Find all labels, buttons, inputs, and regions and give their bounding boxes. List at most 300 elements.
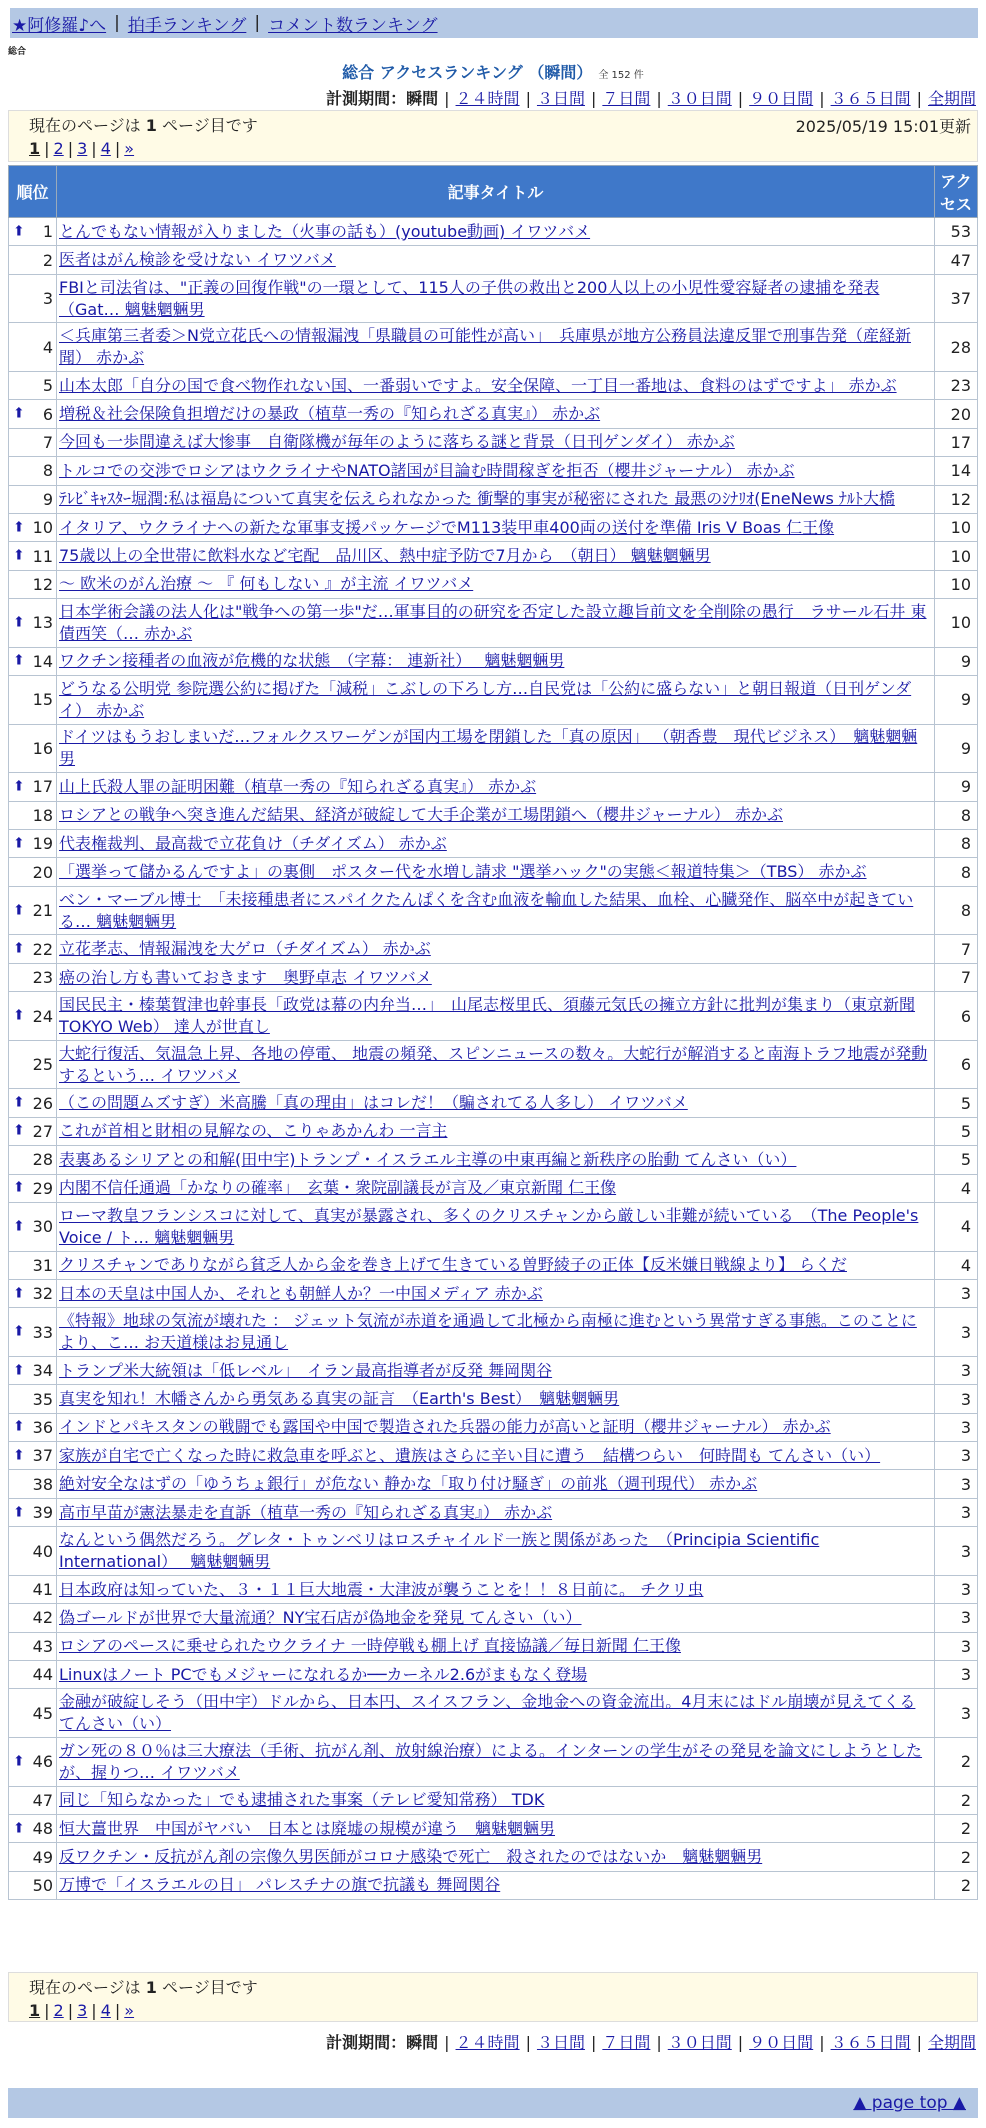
rank-number: 43 (32, 1636, 53, 1656)
page-status-suffix: ページ目です (162, 1978, 258, 1997)
period-separator: | (590, 2033, 597, 2052)
rank-number: 33 (32, 1322, 53, 1342)
rank-cell (9, 1786, 57, 1814)
rank-number: 1 (42, 222, 53, 242)
table-row (9, 1385, 978, 1413)
title-cell (57, 1786, 935, 1814)
article-link[interactable]: 同じ「知らなかった」でも逮捕された事案（テレビ愛知常務） TDK (59, 1790, 545, 1810)
access-count: 3 (935, 1442, 978, 1470)
page-title: 総合 アクセスランキング （瞬間） (342, 63, 593, 82)
rank-cell (9, 724, 57, 773)
article-link[interactable]: 表裏あるシリアとの和解(田中宇)トランプ・イスラエル主導の中東再編と新秩序の胎動 てんさい（い） (59, 1149, 797, 1169)
period-link[interactable]: ７日間 (602, 89, 651, 108)
rank-cell (9, 1356, 57, 1384)
rank-up-arrow-icon: ⬆ (13, 835, 25, 852)
rank-up-arrow-icon: ⬆ (13, 519, 25, 536)
rank-up-arrow-icon: ⬆ (13, 547, 25, 564)
title-cell (57, 218, 935, 246)
period-label: 計測期間： (326, 89, 407, 108)
page-link[interactable]: 4 (100, 139, 111, 158)
page-link[interactable]: 2 (53, 2001, 64, 2020)
page-separator: | (67, 2001, 74, 2020)
current-page: 1 (29, 2001, 41, 2020)
rank-cell (9, 485, 57, 513)
rank-number: 14 (32, 651, 53, 671)
rank-cell (9, 801, 57, 829)
access-count: 9 (935, 647, 978, 675)
table-row (9, 218, 978, 246)
period-link[interactable]: ３６５日間 (830, 89, 911, 108)
table-row (9, 1575, 978, 1603)
table-row (9, 400, 978, 428)
rank-cell (9, 830, 57, 858)
title-cell (57, 1527, 935, 1576)
rank-up-arrow-icon: ⬆ (13, 1419, 25, 1436)
access-count: 7 (935, 963, 978, 991)
article-link[interactable]: トランプ米大統領は「低レベル」 イラン最高指導者が反発 舞岡関谷 (59, 1360, 553, 1380)
rank-number: 41 (32, 1580, 53, 1600)
title-cell (57, 1174, 935, 1202)
rank-cell (9, 1117, 57, 1145)
table-row (9, 1470, 978, 1498)
rank-cell (9, 371, 57, 399)
nav-separator: | (114, 13, 120, 33)
title-cell (57, 858, 935, 886)
period-separator: | (737, 89, 744, 108)
title-cell (57, 1308, 935, 1357)
period-separator: | (444, 2033, 450, 2052)
rank-up-arrow-icon: ⬆ (13, 1007, 25, 1024)
article-link[interactable]: 恒大薑世界 中国がヤバい 日本とは廃墟の規模が違う 魑魅魍魎男 (59, 1818, 556, 1838)
access-count: 10 (935, 599, 978, 648)
rank-cell (9, 886, 57, 935)
table-row (9, 647, 978, 675)
period-link[interactable]: ３０日間 (667, 89, 732, 108)
period-separator: | (656, 2033, 662, 2052)
rank-number: 28 (32, 1150, 53, 1170)
table-row (9, 1604, 978, 1632)
article-link[interactable]: ベン・マーブル博士 「未接種患者にスパイクたんぱくを含む血液を輸血した結果、血栓、心臓発作、脳卒中が起きている… 魑魅魍魎男 (59, 889, 914, 931)
table-row (9, 1661, 978, 1689)
article-link[interactable]: 山上氏殺人罪の証明困難（植草一秀の『知られざる真実』） 赤かぶ (59, 776, 537, 796)
title-cell (57, 1413, 935, 1441)
article-link[interactable]: 大蛇行復活、気温急上昇、各地の停電、 地震の頻発、スピンニュースの数々。大蛇行が解消すると南海トラフ地震が発動するという… イワツバメ (59, 1043, 928, 1085)
access-count: 20 (935, 400, 978, 428)
access-count: 5 (935, 1117, 978, 1145)
access-count: 5 (935, 1089, 978, 1117)
article-link[interactable]: これが首相と財相の見解なの、こりゃあかんわ 一言主 (59, 1121, 448, 1141)
article-link[interactable]: インドとパキスタンの戦闘でも露国や中国で製造された兵器の能力が高いと証明（櫻井ジャーナル） 赤かぶ (59, 1417, 831, 1437)
article-link[interactable]: （この問題ムズすぎ）米高騰「真の理由」はコレだ！（騙されてる人多し） イワツバメ (59, 1093, 688, 1113)
table-row (9, 1442, 978, 1470)
title-cell (57, 1146, 935, 1174)
page-separator: | (91, 2001, 97, 2020)
title-header: 記事タイトル (57, 166, 935, 218)
rank-header: 順位 (9, 166, 57, 218)
table-row (9, 570, 978, 598)
title-cell (57, 647, 935, 675)
period-link[interactable]: ３日間 (536, 89, 585, 108)
top-nav-bar (10, 8, 978, 38)
access-count: 3 (935, 1527, 978, 1576)
period-separator: | (525, 2033, 531, 2052)
rank-cell (9, 1815, 57, 1843)
page-link[interactable]: 4 (100, 2001, 111, 2020)
access-count: 10 (935, 542, 978, 570)
title-cell (57, 963, 935, 991)
rank-number: 40 (32, 1541, 53, 1561)
rank-number: 4 (42, 337, 53, 357)
access-header: アクセス (935, 166, 978, 218)
rank-cell (9, 1498, 57, 1526)
rank-number: 37 (32, 1446, 53, 1466)
title-cell (57, 1279, 935, 1307)
period-link[interactable]: 全期間 (927, 2033, 976, 2052)
period-selector (326, 86, 976, 109)
article-link[interactable]: ﾃﾚﾋﾞｷｬｽﾀｰ堀潤:私は福島について真実を伝えられなかった 衝撃的事実が秘密にされた 最悪のｼﾅﾘｵ(EneNews ﾅﾙﾄ大橋 (59, 489, 895, 509)
rank-cell (9, 570, 57, 598)
rank-cell (9, 323, 57, 372)
period-link[interactable]: 全期間 (927, 89, 976, 108)
period-link[interactable]: ９０日間 (749, 89, 814, 108)
rank-cell (9, 1632, 57, 1660)
period-separator: | (656, 89, 662, 108)
updated-timestamp: 2025/05/19 15:01更新 (795, 117, 971, 136)
table-row (9, 246, 978, 274)
table-row (9, 485, 978, 513)
article-link[interactable]: 絶対安全なはずの「ゆうちょ銀行」が危ない 静かな「取り付け騒ぎ」の前兆（週刊現代） 赤かぶ (59, 1474, 758, 1494)
access-count: 3 (935, 1661, 978, 1689)
access-count: 9 (935, 676, 978, 725)
access-count: 3 (935, 1604, 978, 1632)
article-link[interactable]: ワクチン接種者の血液が危機的な状態 （字幕： 連新社） 魑魅魍魎男 (59, 651, 565, 671)
page-separator: | (44, 139, 50, 158)
access-count: 9 (935, 724, 978, 773)
access-count: 6 (935, 992, 978, 1041)
access-count: 4 (935, 1174, 978, 1202)
title-cell (57, 1470, 935, 1498)
article-link[interactable]: 国民民主・榛葉賀津也幹事長「政党は幕の内弁当…」 山尾志桜里氏、須藤元気氏の擁立方針に批判が集まり（東京新聞TOKYO Web） 達人が世直し (59, 995, 916, 1036)
rank-number: 32 (32, 1284, 53, 1304)
period-link[interactable]: ３６５日間 (830, 2033, 911, 2052)
rank-number: 46 (32, 1752, 53, 1772)
page-separator: | (91, 139, 97, 158)
rank-number: 48 (32, 1819, 53, 1839)
home-link[interactable]: ★阿修羅♪へ (12, 15, 107, 36)
article-link[interactable]: 日本政府は知っていた、３・１１巨大地震・大津波が襲うことを！！８日前に。 チクリ虫 (59, 1579, 704, 1599)
table-row (9, 1089, 978, 1117)
period-link[interactable]: ３日間 (536, 2033, 585, 2052)
rank-up-arrow-icon: ⬆ (13, 1447, 25, 1464)
access-count: 5 (935, 1146, 978, 1174)
article-link[interactable]: なんという偶然だろう。グレタ・トゥンベリはロスチャイルド一族と関係があった （Principia Scientific International） 魑魅魍魎男 (59, 1530, 820, 1572)
article-link[interactable]: 《特報》地球の気流が壊れた ： ジェット気流が赤道を通過して北極から南極に進むという異常すぎる事態。このことにより、こ… お天道様はお見通し (59, 1311, 917, 1353)
article-link[interactable]: 内閣不信任通過「かなりの確率」 玄葉・衆院副議長が言及／東京新聞 仁王像 (59, 1178, 617, 1198)
rank-cell (9, 1089, 57, 1117)
article-link[interactable]: どうなる公明党 参院選公約に掲げた「減税」こぶしの下ろし方…自民党は「公約に盛らない」と朝日報道（日刊ゲンダイ） 赤かぶ (59, 678, 912, 720)
page-separator: | (44, 2001, 50, 2020)
rank-cell (9, 963, 57, 991)
period-separator: | (737, 2033, 744, 2052)
access-count: 53 (935, 218, 978, 246)
access-count: 2 (935, 1738, 978, 1787)
table-row (9, 773, 978, 801)
rank-number: 8 (42, 461, 53, 481)
table-row (9, 599, 978, 648)
article-link[interactable]: トルコでの交渉でロシアはウクライナやNATO諸国が目論む時間稼ぎを拒否（櫻井ジャーナル） 赤かぶ (59, 460, 795, 480)
access-count: 12 (935, 485, 978, 513)
rank-cell (9, 1738, 57, 1787)
access-count: 9 (935, 773, 978, 801)
table-row (9, 1843, 978, 1871)
table-row (9, 1117, 978, 1145)
title-cell (57, 1251, 935, 1279)
rank-up-arrow-icon: ⬆ (13, 940, 25, 957)
pager-bottom (8, 1972, 978, 2022)
title-cell (57, 246, 935, 274)
pager-top (8, 110, 978, 162)
period-link[interactable]: ７日間 (602, 2033, 651, 2052)
article-link[interactable]: 「選挙って儲かるんですよ」の裏側 ポスター代を水増し請求 "選挙ハック"の実態＜報道特集＞（TBS） 赤かぶ (59, 862, 867, 882)
rank-cell (9, 400, 57, 428)
rank-number: 11 (32, 546, 53, 566)
rank-up-arrow-icon: ⬆ (13, 1218, 25, 1235)
article-link[interactable]: ガン死の８０％は三大療法（手術、抗がん剤、放射線治療）による。インターンの学生がその発見を論文にしようとしたが、握りつ… イワツバメ (59, 1740, 923, 1782)
table-row (9, 935, 978, 963)
page-links (29, 139, 977, 158)
article-link[interactable]: 日本学術会議の法人化は"戦争への第一歩"だ…軍事目的の研究を否定した設立趣旨前文を全削除の愚行 ラサール石井 東債西笑（… 赤かぶ (59, 601, 927, 643)
title-cell (57, 1117, 935, 1145)
rank-number: 3 (42, 289, 53, 309)
rank-cell (9, 1202, 57, 1251)
rank-up-arrow-icon: ⬆ (13, 778, 25, 795)
page-link[interactable]: 2 (53, 139, 64, 158)
access-count: 14 (935, 457, 978, 485)
period-separator: | (444, 89, 450, 108)
access-count: 8 (935, 886, 978, 935)
table-row (9, 676, 978, 725)
rank-number: 9 (42, 489, 53, 509)
article-link[interactable]: Linuxはノート PCでもメジャーになれるか──カーネル2.6がまもなく登場 (59, 1664, 588, 1684)
table-row (9, 1356, 978, 1384)
rank-up-arrow-icon: ⬆ (13, 405, 25, 422)
rank-number: 24 (32, 1006, 53, 1026)
article-link[interactable]: 山本太郎「自分の国で食べ物作れない国、一番弱いですよ。安全保障、一丁目一番地は、食料のはずですよ」 赤かぶ (59, 375, 897, 395)
rank-number: 34 (32, 1361, 53, 1381)
article-link[interactable]: 日本の天皇は中国人か、それとも朝鮮人か？一中国メディア 赤かぶ (59, 1283, 543, 1303)
rank-up-arrow-icon: ⬆ (13, 1123, 25, 1140)
period-separator: | (525, 89, 531, 108)
rank-number: 26 (32, 1093, 53, 1113)
article-link[interactable]: 家族が自宅で亡くなった時に救急車を呼ぶと、遺族はさらに辛い目に遭う 結構つらい 何時間も てんさい（い） (59, 1445, 881, 1465)
title-cell (57, 1661, 935, 1689)
page-link[interactable]: 3 (77, 139, 88, 158)
access-count: 10 (935, 513, 978, 541)
rank-cell (9, 1689, 57, 1738)
rank-cell (9, 1575, 57, 1603)
article-link[interactable]: 癌の治し方も書いておきます 奥野卓志 イワツバメ (59, 967, 432, 987)
article-link[interactable]: クリスチャンでありながら貧乏人から金を巻き上げて生きている曽野綾子の正体【反米嫌日戦線より】 らくだ (59, 1255, 847, 1275)
title-cell (57, 676, 935, 725)
table-row (9, 1498, 978, 1526)
access-count: 3 (935, 1689, 978, 1738)
page-status-current: 1 (145, 116, 157, 135)
access-count: 47 (935, 246, 978, 274)
rank-up-arrow-icon: ⬆ (13, 1179, 25, 1196)
page-link[interactable]: » (124, 139, 135, 158)
access-count: 8 (935, 858, 978, 886)
title-cell (57, 485, 935, 513)
article-link[interactable]: ～ 欧米のがん治療 ～ 『 何もしない 』が主流 イワツバメ (59, 574, 474, 594)
article-link[interactable]: 真実を知れ！木幡さんから勇気ある真実の証言 （Earth's Best） 魑魅魍魎男 (59, 1389, 620, 1408)
page-status-suffix: ページ目です (162, 116, 258, 135)
article-link[interactable]: 増税＆社会保険負担増だけの暴政（植草一秀の『知られざる真実』） 赤かぶ (59, 404, 601, 424)
access-count: 3 (935, 1279, 978, 1307)
rank-number: 15 (32, 690, 53, 710)
table-row (9, 992, 978, 1041)
rank-cell (9, 1442, 57, 1470)
access-count: 3 (935, 1385, 978, 1413)
article-link[interactable]: 今回も一歩間違えば大惨事 自衛隊機が毎年のように落ちる謎と背景（日刊ゲンダイ） 赤かぶ (59, 432, 735, 452)
access-count: 2 (935, 1815, 978, 1843)
ranking-table (8, 165, 978, 1900)
rank-cell (9, 1040, 57, 1089)
rank-cell (9, 647, 57, 675)
rank-cell (9, 1174, 57, 1202)
article-link[interactable]: 反ワクチン・反抗がん剤の宗像久男医師がコロナ感染で死亡 殺されたのではないか 魑魅魍魎男 (59, 1847, 763, 1867)
table-row (9, 1527, 978, 1576)
page-status-prefix: 現在のページは (29, 116, 141, 135)
access-count: 4 (935, 1251, 978, 1279)
title-cell (57, 323, 935, 372)
article-link[interactable]: 偽ゴールドが世界で大量流通？NY宝石店が偽地金を発見 てんさい（い） (59, 1607, 582, 1627)
rank-number: 45 (32, 1703, 53, 1723)
section-label: 総合 (8, 47, 27, 57)
rank-number: 44 (32, 1665, 53, 1685)
article-link[interactable]: ローマ教皇フランシスコに対して、真実が暴露され、多くのクリスチャンから厳しい非難が続いている （The People's Voice / ト… 魑魅魍魎男 (59, 1205, 919, 1247)
article-link[interactable]: 75歳以上の全世帯に飲料水など宅配 品川区、熱中症予防で7月から （朝日） 魑魅魍魎男 (59, 546, 711, 565)
rank-number: 17 (32, 777, 53, 797)
rank-cell (9, 1871, 57, 1899)
page-status-current: 1 (145, 1978, 157, 1997)
title-cell (57, 935, 935, 963)
period-link[interactable]: ２４時間 (455, 89, 520, 108)
article-link[interactable]: イタリア、ウクライナへの新たな軍事支援パッケージでM113装甲車400両の送付を準備 Iris V Boas 仁王像 (59, 517, 835, 537)
period-selector-bottom (326, 2030, 976, 2053)
article-link[interactable]: ロシアとの戦争へ突き進んだ結果、経済が破綻して大手企業が工場閉鎖へ（櫻井ジャーナル） 赤かぶ (59, 805, 783, 825)
period-separator: | (819, 2033, 825, 2052)
title-cell (57, 1689, 935, 1738)
title-cell (57, 830, 935, 858)
title-cell (57, 724, 935, 773)
table-row (9, 1251, 978, 1279)
article-link[interactable]: 高市早苗が憲法暴走を直訴（植草一秀の『知られざる真実』） 赤かぶ (59, 1502, 553, 1522)
clap-ranking-link[interactable]: 拍手ランキング (127, 15, 247, 36)
rank-number: 31 (32, 1255, 53, 1275)
period-separator: | (590, 89, 597, 108)
table-row (9, 371, 978, 399)
table-row (9, 542, 978, 570)
article-link[interactable]: ドイツはもうおしまいだ…フォルクスワーゲンが国内工場を閉鎖した「真の原因」 （朝香豊 現代ビジネス） 魑魅魍魎男 (59, 727, 918, 769)
table-row (9, 1146, 978, 1174)
rank-cell (9, 513, 57, 541)
table-row (9, 801, 978, 829)
article-link[interactable]: 医者はがん検診を受けない イワツバメ (59, 250, 336, 270)
rank-up-arrow-icon: ⬆ (13, 1323, 25, 1340)
table-row (9, 886, 978, 935)
rank-number: 7 (42, 432, 53, 452)
access-count: 8 (935, 830, 978, 858)
article-link[interactable]: 立花孝志、情報漏洩を大ゲロ（チダイズム） 赤かぶ (59, 939, 431, 959)
rank-cell (9, 935, 57, 963)
current-page: 1 (29, 139, 41, 158)
title-cell (57, 1385, 935, 1413)
access-count: 4 (935, 1202, 978, 1251)
rank-up-arrow-icon: ⬆ (13, 1504, 25, 1521)
page-separator: | (114, 2001, 121, 2020)
article-link[interactable]: FBIと司法省は、"正義の回復作戦"の一環として、115人の子供の救出と200人以上の小児性愛容疑者の逮捕を発表（Gat… 魑魅魍魎男 (59, 277, 880, 319)
article-link[interactable]: 代表権裁判、最高裁で立花負け（チダイズム） 赤かぶ (59, 833, 447, 853)
rank-number: 20 (32, 862, 53, 882)
comment-ranking-link[interactable]: コメント数ランキング (268, 15, 438, 36)
rank-number: 36 (32, 1417, 53, 1437)
table-row (9, 1202, 978, 1251)
rank-up-arrow-icon: ⬆ (13, 1753, 25, 1770)
rank-cell (9, 1470, 57, 1498)
rank-number: 38 (32, 1474, 53, 1494)
table-row (9, 1786, 978, 1814)
title-cell (57, 599, 935, 648)
rank-number: 21 (32, 901, 53, 921)
access-count: 2 (935, 1786, 978, 1814)
article-link[interactable]: 万博で「イスラエルの日」 パレスチナの旗で抗議も 舞岡関谷 (59, 1875, 501, 1895)
title-cell (57, 1575, 935, 1603)
table-row (9, 963, 978, 991)
rank-up-arrow-icon: ⬆ (13, 1820, 25, 1837)
access-count: 2 (935, 1843, 978, 1871)
rank-cell (9, 858, 57, 886)
period-link[interactable]: ２４時間 (455, 2033, 520, 2052)
rank-number: 30 (32, 1217, 53, 1237)
access-count: 7 (935, 935, 978, 963)
page-link[interactable]: » (124, 2001, 135, 2020)
access-count: 23 (935, 371, 978, 399)
rank-number: 35 (32, 1389, 53, 1409)
access-count: 3 (935, 1575, 978, 1603)
access-count: 3 (935, 1632, 978, 1660)
page-link[interactable]: 3 (77, 2001, 88, 2020)
article-link[interactable]: 金融が破綻しそう（田中宇）ドルから、日本円、スイスフラン、金地金への資金流出。4月末にはドル崩壊が見えてくる てんさい（い） (59, 1692, 916, 1734)
article-link[interactable]: とんでもない情報が入りました（火事の話も）(youtube動画) イワツバメ (59, 221, 591, 241)
period-link[interactable]: ３０日間 (667, 2033, 732, 2052)
article-link[interactable]: ロシアのペースに乗せられたウクライナ 一時停戦も棚上げ 直接協議／毎日新聞 仁王像 (59, 1636, 681, 1656)
rank-number: 49 (32, 1847, 53, 1867)
title-cell (57, 1356, 935, 1384)
article-link[interactable]: ＜兵庫第三者委＞N党立花氏への情報漏洩「県職員の可能性が高い」 兵庫県が地方公務員法違反罪で刑事告発（産経新聞） 赤かぶ (59, 326, 911, 368)
rank-cell (9, 992, 57, 1041)
table-row (9, 1413, 978, 1441)
rank-cell (9, 1251, 57, 1279)
rank-up-arrow-icon: ⬆ (13, 614, 25, 631)
period-link[interactable]: ９０日間 (749, 2033, 814, 2052)
table-row (9, 323, 978, 372)
page-top-link[interactable]: ▲ page top ▲ (853, 2093, 966, 2113)
title-cell (57, 1089, 935, 1117)
title-cell (57, 542, 935, 570)
title-cell (57, 1604, 935, 1632)
rank-number: 25 (32, 1055, 53, 1075)
access-count: 8 (935, 801, 978, 829)
